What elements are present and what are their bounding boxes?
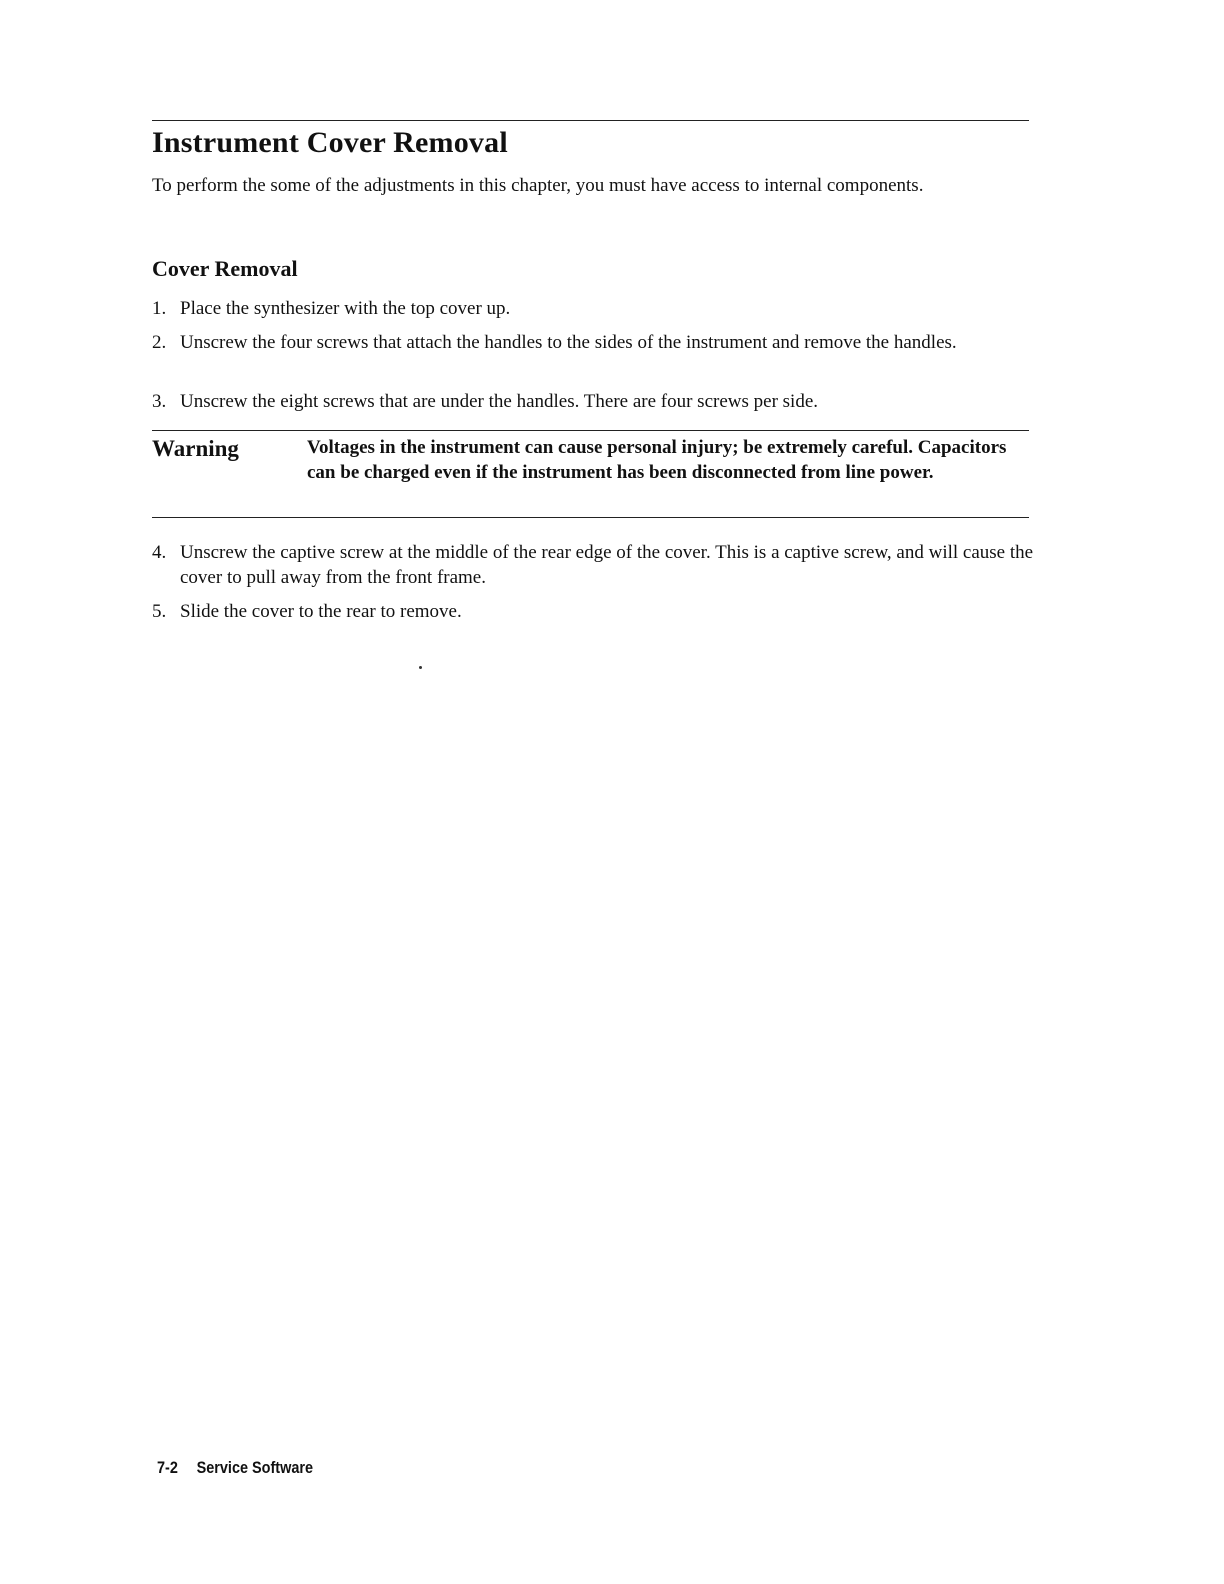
scan-speck [419,666,422,669]
step-item [152,296,1052,321]
step-text: Unscrew the eight screws that are under the handles. There are four screws per side. [180,391,819,412]
step-item [152,540,1052,590]
warning-top-rule [152,430,1029,431]
step-text: Unscrew the four screws that attach the handles to the sides of the instrument and remove the handles. [180,332,957,353]
step-text: Slide the cover to the rear to remove. [180,601,462,622]
step-number: 5. [152,601,167,622]
step-number: 4. [152,542,167,563]
step-number: 3. [152,391,167,412]
page-footer [157,1458,313,1478]
step-number: 2. [152,332,167,353]
step-item [152,389,1052,414]
step-number: 1. [152,298,167,319]
warning-label: Warning [152,436,239,461]
warning-text: Voltages in the instrument can cause personal injury; be extremely careful. Capacitors can be charged even if the instrument has been disconnected from line power. [307,437,1007,483]
step-text: Place the synthesizer with the top cover up. [180,298,511,319]
step-item [152,599,1052,624]
step-text: Unscrew the captive screw at the middle of the rear edge of the cover. This is a captive screw, and will cause the cover to pull away from the front frame. [180,542,1034,588]
section-top-rule [152,120,1029,121]
chapter-name: Service Software [196,1458,314,1477]
cover-removal-heading: Cover Removal [152,256,298,281]
warning-bottom-rule [152,517,1029,518]
step-item [152,330,1052,355]
page-number: 7-2 [157,1458,178,1477]
section-title: Instrument Cover Removal [152,126,508,159]
intro-paragraph: To perform the some of the adjustments in this chapter, you must have access to internal components. [152,175,924,196]
